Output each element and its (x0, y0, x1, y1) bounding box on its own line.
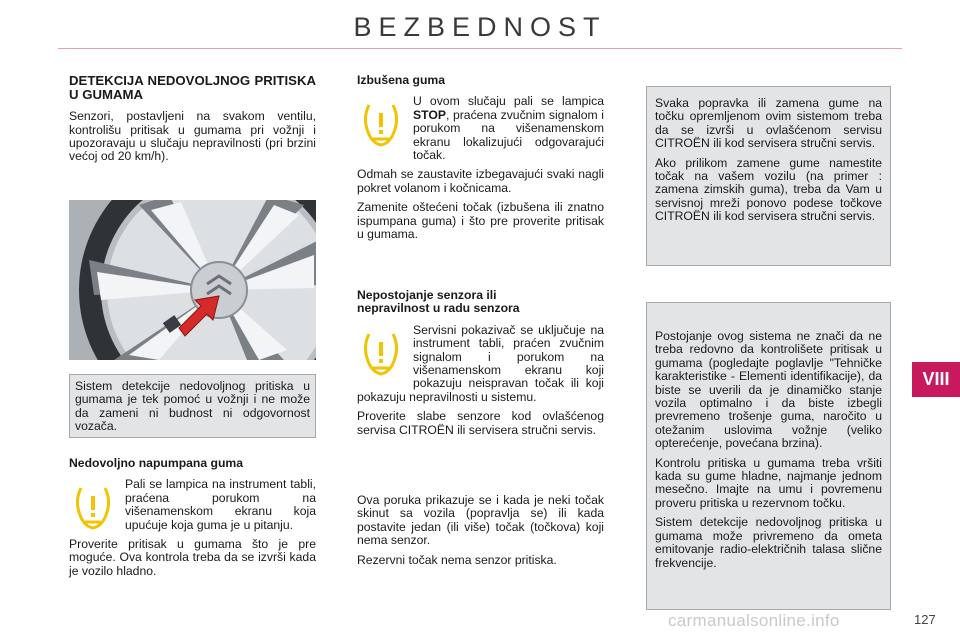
page-number: 127 (914, 612, 936, 627)
info-box-maintenance-p3: Sistem detekcije nedovoljnog pritiska u gumama može privremeno da ometa emitovanje radio-električnih talasa slične frekvencije. (655, 515, 882, 570)
wheel-valve-illustration (69, 200, 316, 360)
puncture-paragraph (357, 95, 604, 162)
info-box-maintenance-p1: Postojanje ovog sistema ne znači da ne treba redovno da kontrolišete pritisak u gumama (pogledajte poglavlje "Tehničke karakteristike - Elementi identifikacije), da biste se uverili da je dinamičko stanje vozila optimalno i da biste izbegli prevremeno trošenje guma, naročito u otežanim uslovima vožnje (veliko opterećenje, povećana brzina). (655, 329, 882, 451)
message-paragraph-2: Rezervni točak nema senzor pritiska. (357, 552, 557, 567)
puncture-text-after: , praćena zvučnim signalom i porukom na višenamenskom ekranu lokalizujući odgovarajući točak. (413, 107, 604, 163)
stop-label: STOP (413, 107, 446, 122)
tyre-pressure-warning-icon (73, 482, 113, 532)
section-heading: DETEKCIJA NEDOVOLJNOG PRITISKA U GUMAMA (69, 73, 316, 102)
under-inflated-text: Pali se lampica na instrument tabli, praćena porukom na višenamenskom ekranu koja upućuje koja guma je u pitanju. (125, 477, 316, 532)
sensor-fault-paragraph (357, 324, 604, 404)
under-inflated-section (69, 457, 316, 584)
info-box-repairs-p2: Ako prilikom zamene gume namestite točak na vašem vozilu (na primer : zamena zimskih guma), treba da Vam u servisnoj mreži ponovo podese točkove CITROËN ili kod servisera stručni servis. (655, 155, 882, 224)
puncture-paragraph-2: Odmah se zaustavite izbegavajući svaki nagli pokret volanom i kočnicama. (357, 167, 604, 195)
sensor-fault-text: Servisni pokazivač se uključuje na instrument tabli, praćen zvučnim signalom i porukom na višenamenskom ekranu koji pokazuju neispravan točak ili koji pokazuju nepravilnosti u sistemu. (357, 322, 604, 404)
puncture-text-before: U ovom slučaju pali se lampica (413, 94, 604, 109)
tyre-pressure-service-icon (361, 328, 401, 378)
watermark: carmanualsonline.info (668, 611, 840, 630)
under-inflated-paragraph (69, 478, 316, 532)
note-box-driver-responsibility: Sistem detekcije nedovoljnog pritiska u gumama je tek pomoć u vožnji i ne može da zameni ni budnost ni odgovornost vozača. (69, 374, 316, 438)
message-section (357, 494, 604, 573)
tyre-pressure-warning-icon (361, 99, 401, 149)
wheel-sensor-icon (69, 200, 316, 360)
info-box-repairs (646, 86, 891, 266)
info-box-maintenance-p2: Kontrolu pritiska u gumama treba vršiti kada su gume hladne, najmanje jednom mesečno. Imajte na umu i povremenu proveru pritiska u rezervnom točku. (655, 455, 882, 510)
column-left (69, 74, 316, 170)
sensor-fault-paragraph-2: Proverite slabe senzore kod ovlašćenog servisa CITROËN ili servisera stručni servis. (357, 409, 604, 437)
puncture-heading: Izbušena guma (357, 73, 446, 87)
puncture-paragraph-3: Zamenite oštećeni točak (izbušena ili znatno ispumpana guma) i što pre proverite pritisak u gumama. (357, 200, 604, 242)
puncture-section (357, 74, 604, 247)
chapter-tab: VIII (912, 362, 960, 397)
intro-paragraph: Senzori, postavljeni na svakom ventilu, kontrolišu pritisak u gumama pri vožnji i upozoravaju u slučaju nepravilnosti (pri brzini većoj od 20 km/h). (69, 109, 316, 164)
sensor-fault-section (357, 289, 604, 443)
info-box-repairs-p1: Svaka popravka ili zamena gume na točku opremljenom ovim sistemom treba da se izvrši u ovlašćenom servisu CITROËN ili kod servisera stručni servis. (655, 96, 882, 151)
message-paragraph-1: Ova poruka prikazuje se i kada je neki točak skinut sa vozila (popravlja se) ili kada postavite jedan (ili više) točak (točkova) koji nema senzor. (357, 493, 604, 548)
title-divider (58, 48, 902, 49)
under-inflated-heading: Nedovoljno napumpana guma (69, 456, 244, 470)
info-box-maintenance (646, 302, 891, 610)
under-inflated-advice: Proverite pritisak u gumama što je pre moguće. Ova kontrola treba da se izvrši kada je vozilo hladno. (69, 537, 316, 578)
sensor-fault-heading: Nepostojanje senzora ili nepravilnost u radu senzora (357, 288, 520, 316)
page-title: BEZBEDNOST (353, 12, 607, 42)
